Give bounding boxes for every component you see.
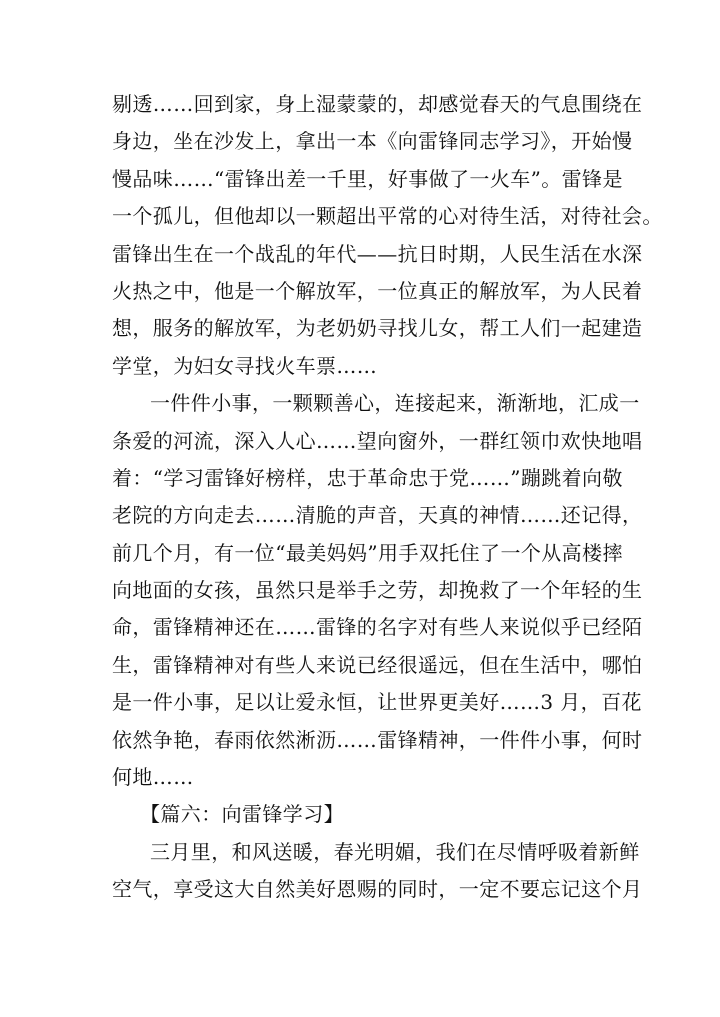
text-line: 身边，坐在沙发上，拿出一本《向雷锋同志学习》，开始慢 [112, 129, 633, 154]
text-line: 生，雷锋精神对有些人来说已经很遥远，但在生活中，哪怕 [112, 652, 643, 677]
text-line: 着：“学习雷锋好榜样，忠于革命忠于党……”蹦跳着向敬 [112, 465, 623, 490]
text-line: 三月里，和风送暖，春光明媚，我们在尽情呼吸着新鲜 [150, 839, 640, 864]
paragraph-1 [112, 86, 663, 385]
text-line: 想，服务的解放军，为老奶奶寻找儿女，帮工人们一起建造 [112, 316, 643, 341]
text-line: 雷锋出生在一个战乱的年代——抗日时期，人民生活在水深 [112, 241, 643, 266]
text-line: 是一件小事，足以让爱永恒，让世界更美好……3 月，百花 [112, 690, 642, 715]
text-line: 依然争艳，春雨依然淅沥……雷锋精神，一件件小事，何时 [112, 727, 643, 752]
text-line: 火热之中，他是一个解放军，一位真正的解放军，为人民着 [112, 278, 643, 303]
text-line: 前几个月，有一位“最美妈妈”用手双托住了一个从高楼摔 [112, 540, 623, 565]
text-line: 剔透……回到家，身上湿蒙蒙的，却感觉春天的气息围绕在 [112, 92, 643, 116]
text-line: 慢品味……“雷锋出差一千里，好事做了一火车”。雷锋是 [112, 166, 623, 191]
section-heading: 【篇六：向雷锋学习】 [140, 802, 344, 827]
text-line: 条爱的河流，深入人心……望向窗外，一群红领巾欢快地唱 [112, 428, 643, 453]
text-line: 学堂，为妇女寻找火车票…… [112, 353, 378, 378]
document-body [112, 86, 663, 909]
text-line: 何地…… [112, 765, 194, 790]
paragraph-3 [112, 834, 643, 909]
text-line: 老院的方向走去……清脆的声音，天真的神情……还记得， [112, 503, 643, 528]
paragraph-2 [112, 385, 643, 796]
text-line: 向地面的女孩，虽然只是举手之劳，却挽救了一个年轻的生 [112, 578, 643, 603]
text-line: 一个孤儿，但他却以一颗超出平常的心对待生活，对待社会。 [112, 204, 663, 229]
text-line: 一件件小事，一颗颗善心，连接起来，渐渐地，汇成一 [150, 391, 640, 416]
text-line: 空气，享受这大自然美好恩赐的同时，一定不要忘记这个月 [112, 877, 643, 902]
text-line: 命，雷锋精神还在……雷锋的名字对有些人来说似乎已经陌 [112, 615, 643, 640]
